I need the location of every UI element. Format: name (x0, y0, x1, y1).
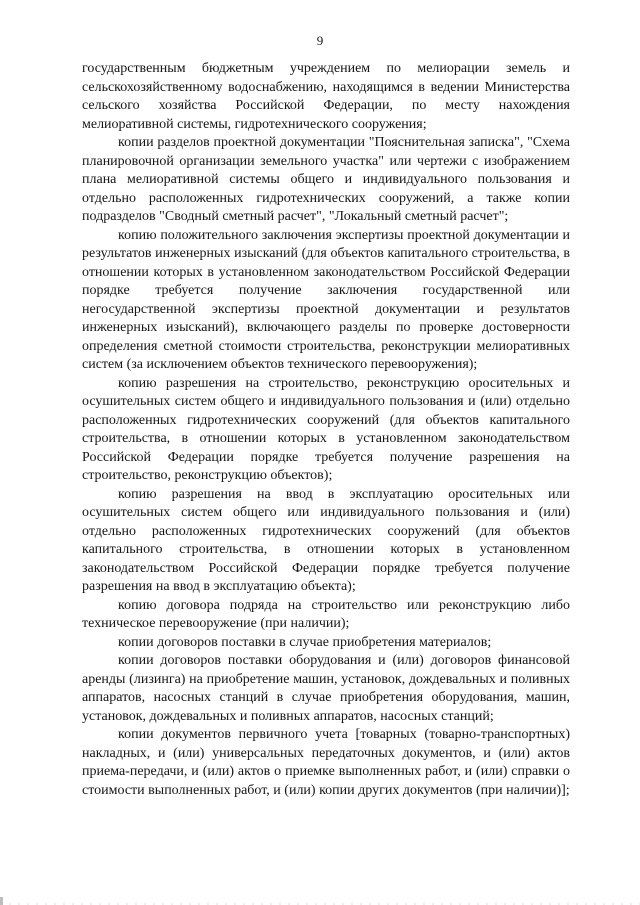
paragraph-primary-documents: копии документов первичного учета [товарных (товарно-транспортных) накладных, и (или) универсальных передаточных документов, и (или) актов приема-передачи, и (или) актов о приемке выполненных работ, и (или) справки о стоимости выполненных работ, и (или) копии других документов (при наличии)]; (82, 727, 570, 798)
paragraph-expertise-conclusion: копию положительного заключения экспертизы проектной документации и результатов инженерных изысканий (для объектов капитального строительства, в отношении которых в установленном законодательством Российской Федерации порядке требуется получение заключения государственной или негосударственной экспертизы проектной документации и результатов инженерных изысканий), включающего разделы по проверке достоверности определения сметной стоимости строительства, реконструкции мелиоративных систем (за исключением объектов технического перевооружения); (82, 227, 570, 372)
paragraph-project-docs: копии разделов проектной документации "Пояснительная записка", "Схема планировочной организации земельного участка" или чертежи с изображением плана мелиоративной системы общего и индивидуального пользования и отдельно расположенных гидротехнических сооружений, а также копии подразделов "Сводный сметный расчет", "Локальный сметный расчет"; (82, 135, 570, 224)
paragraph-supply-contracts: копии договоров поставки в случае приобретения материалов; (118, 634, 492, 650)
paragraph-construction-permit: копию разрешения на строительство, реконструкцию оросительных и осушительных систем общего и индивидуального пользования и (или) отдельно расположенных гидротехнических сооружений (для объектов капитального строительства, в отношении которых в установленном законодательством Российской Федерации порядке требуется получение разрешения на строительство, реконструкцию объектов); (82, 375, 570, 483)
paragraph-commissioning-permit: копию разрешения на ввод в эксплуатацию оросительных или осушительных систем общего или индивидуального пользования и (или) отдельно расположенных гидротехнических сооружений (для объектов капитального строительства, в отношении которых в установленном законодательством Российской Федерации порядке требуется получение разрешения на ввод в эксплуатацию объекта); (82, 486, 570, 594)
page-number: 9 (316, 33, 324, 48)
document-body (82, 60, 570, 800)
paragraph-contract: копию договора подряда на строительство или реконструкцию либо техническое перевооружение (при наличии); (82, 597, 570, 631)
paragraph-continuation: государственным бюджетным учреждением по мелиорации земель и сельскохозяйственному водоснабжению, находящимся в ведении Министерства сельского хозяйства Российской Федерации, по месту нахождения мелиоративной системы, гидротехнического сооружения; (82, 61, 570, 132)
scan-artifacts (0, 891, 640, 905)
paragraph-equipment-contracts: копии договоров поставки оборудования и (или) договоров финансовой аренды (лизинга) на приобретение машин, установок, дождевальных и поливных аппаратов, насосных станций в случае приобретения оборудования, машин, установок, дождевальных и поливных аппаратов, насосных станций; (82, 653, 570, 724)
